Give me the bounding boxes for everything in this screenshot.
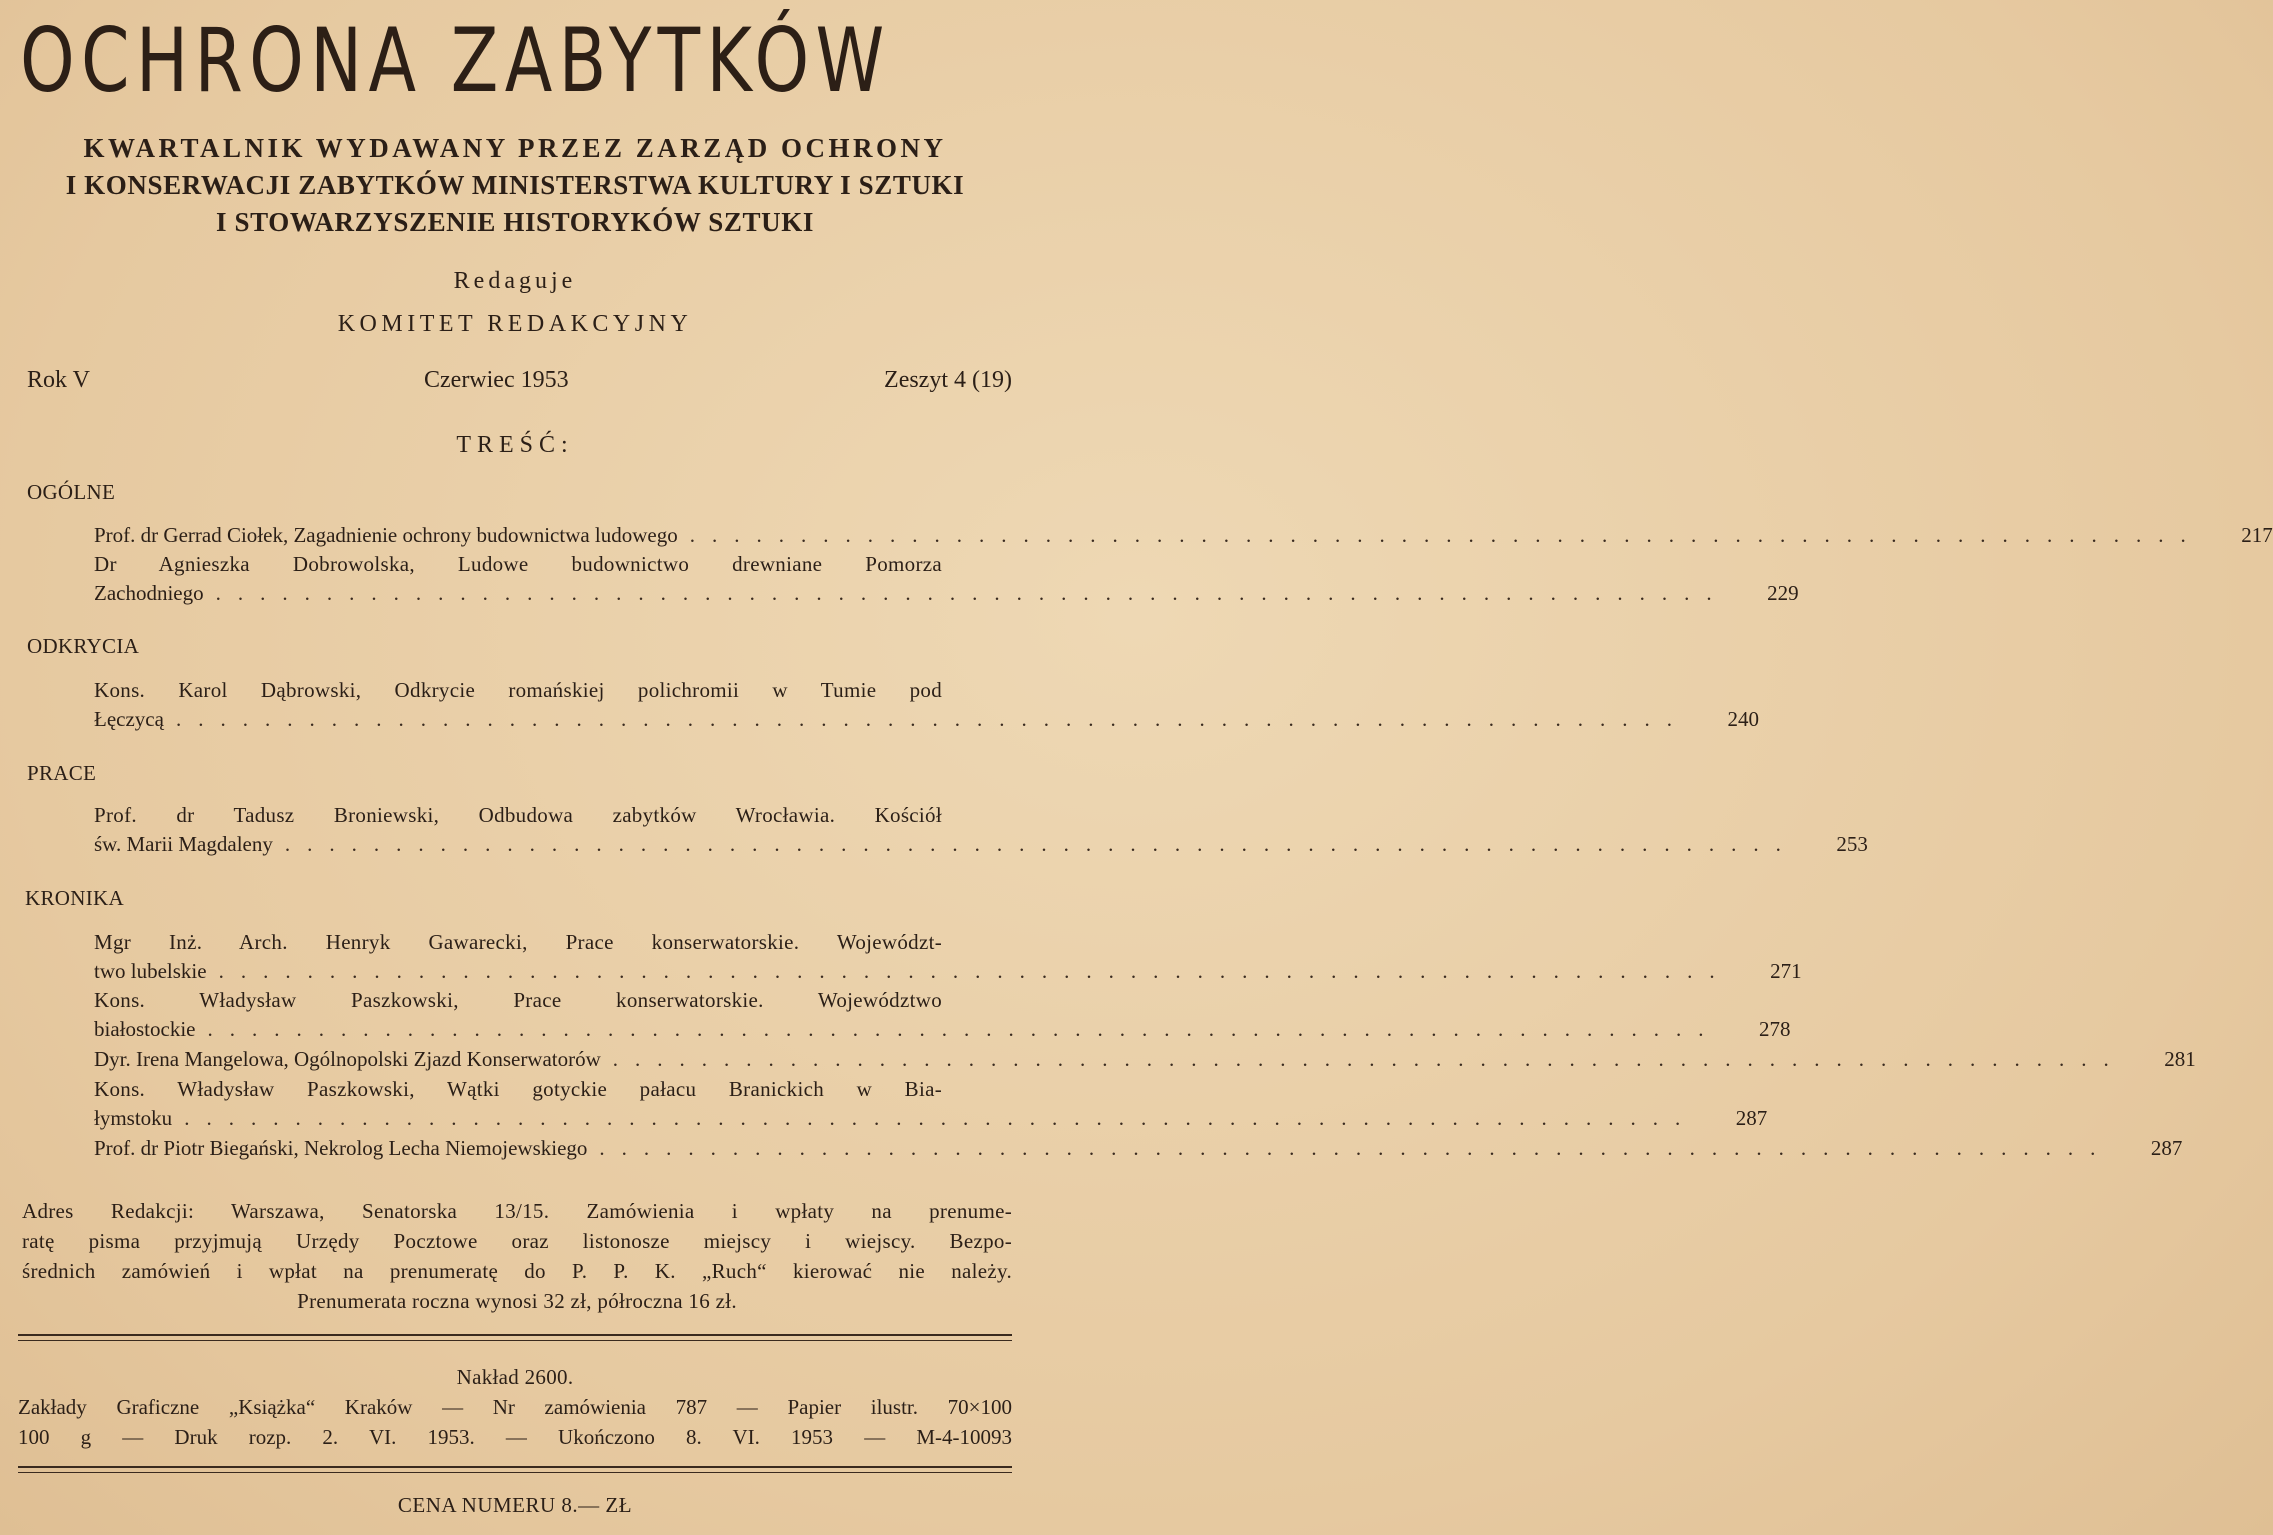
leader-dots: .................................................................... bbox=[215, 581, 1729, 605]
leader-dots: .................................................................... bbox=[612, 1047, 2126, 1071]
entry-text: Prof. dr Piotr Biegański, Nekrolog Lecha Niemojewskiego bbox=[94, 1136, 588, 1160]
divider-rule bbox=[18, 1334, 1012, 1336]
toc-entry[interactable] bbox=[94, 676, 1759, 734]
print-run: Nakład 2600. bbox=[456, 1365, 574, 1389]
issue-number: Zeszyt 4 (19) bbox=[884, 367, 1012, 393]
page-number: 287 bbox=[1735, 1106, 1768, 1130]
entry-text-continued: Łęczycą bbox=[94, 707, 164, 731]
divider-rule bbox=[18, 1472, 1012, 1473]
page-number: 217 bbox=[2241, 523, 2273, 547]
toc-entry[interactable] bbox=[94, 550, 1799, 608]
publisher-line-1: KWARTALNIK WYDAWANY PRZEZ ZARZĄD OCHRONY bbox=[83, 133, 947, 163]
issue-price: CENA NUMERU 8.— ZŁ bbox=[397, 1493, 633, 1517]
address-line: średnich zamówień i wpłat na prenumeratę do P. P. K. „Ruch“ kierować nie należy. bbox=[22, 1259, 1012, 1283]
address-line: ratę pisma przyjmują Urzędy Pocztowe oraz listonosze miejscy i wiejscy. Bezpo- bbox=[22, 1229, 1012, 1253]
page-number: 278 bbox=[1758, 1017, 1791, 1041]
leader-dots: .................................................................... bbox=[175, 707, 1689, 731]
leader-dots: .................................................................... bbox=[218, 959, 1732, 983]
toc-entry[interactable] bbox=[94, 1045, 2196, 1074]
editorial-address bbox=[22, 1196, 1012, 1316]
page-number: 281 bbox=[2164, 1047, 2196, 1071]
leader-dots: .................................................................... bbox=[599, 1136, 2113, 1160]
contents-heading: TREŚĆ: bbox=[456, 432, 574, 458]
issue-year: Rok V bbox=[27, 367, 90, 393]
divider-rule bbox=[18, 1466, 1012, 1468]
entry-text-continued: two lubelskie bbox=[94, 959, 207, 983]
subscription-price: Prenumerata roczna wynosi 32 zł, półroczna 16 zł. bbox=[297, 1289, 737, 1313]
section-heading: ODKRYCIA bbox=[27, 634, 140, 658]
entry-text: Kons. Karol Dąbrowski, Odkrycie romańskiej polichromii w Tumie pod bbox=[94, 678, 942, 702]
issue-date: Czerwiec 1953 bbox=[424, 367, 569, 393]
entry-text: Dyr. Irena Mangelowa, Ogólnopolski Zjazd Konserwatorów bbox=[94, 1047, 601, 1071]
section-heading: KRONIKA bbox=[25, 886, 124, 910]
toc-entry[interactable] bbox=[94, 928, 1802, 986]
section-heading: PRACE bbox=[27, 761, 97, 785]
address-line: Adres Redakcji: Warszawa, Senatorska 13/15. Zamówienia i wpłaty na prenume- bbox=[22, 1199, 1012, 1223]
section-heading: OGÓLNE bbox=[27, 480, 116, 504]
publisher-line-3: I STOWARZYSZENIE HISTORYKÓW SZTUKI bbox=[216, 207, 814, 237]
entry-text-continued: łymstoku bbox=[94, 1106, 173, 1130]
imprint-line: 100 g — Druk rozp. 2. VI. 1953. — Ukończono 8. VI. 1953 — M-4-10093 bbox=[18, 1425, 1012, 1449]
leader-dots: .................................................................... bbox=[284, 832, 1798, 856]
editorial-committee: KOMITET REDAKCYJNY bbox=[337, 311, 693, 337]
entry-text: Mgr Inż. Arch. Henryk Gawarecki, Prace konserwatorskie. Województ- bbox=[94, 930, 942, 954]
editor-label: Redaguje bbox=[453, 268, 577, 294]
entry-text: Kons. Władysław Paszkowski, Prace konserwatorskie. Województwo bbox=[94, 988, 942, 1012]
entry-text-continued: św. Marii Magdaleny bbox=[94, 832, 273, 856]
entry-text-continued: Zachodniego bbox=[94, 581, 204, 605]
page-number: 253 bbox=[1836, 832, 1868, 856]
leader-dots: .................................................................... bbox=[184, 1106, 1698, 1130]
entry-text: Prof. dr Gerrad Ciołek, Zagadnienie ochrony budownictwa ludowego bbox=[94, 523, 678, 547]
leader-dots: .................................................................... bbox=[207, 1017, 1721, 1041]
toc-entry[interactable] bbox=[94, 1075, 1768, 1133]
page-number: 287 bbox=[2150, 1136, 2183, 1160]
divider-rule bbox=[18, 1340, 1012, 1341]
toc-entry[interactable] bbox=[94, 801, 1868, 859]
entry-text: Kons. Władysław Paszkowski, Wątki gotyckie pałacu Branickich w Bia- bbox=[94, 1077, 942, 1101]
toc-entry[interactable] bbox=[94, 521, 2273, 550]
entry-text-continued: białostockie bbox=[94, 1017, 196, 1041]
page-number: 271 bbox=[1770, 959, 1802, 983]
entry-text: Dr Agnieszka Dobrowolska, Ludowe budownictwo drewniane Pomorza bbox=[94, 552, 942, 576]
toc-entry[interactable] bbox=[94, 986, 1791, 1044]
toc-entry[interactable] bbox=[94, 1134, 2183, 1163]
imprint-line: Zakłady Graficzne „Książka“ Kraków — Nr zamówienia 787 — Papier ilustr. 70×100 bbox=[18, 1395, 1012, 1419]
printing-imprint bbox=[18, 1362, 1012, 1452]
leader-dots: .................................................................... bbox=[689, 523, 2203, 547]
publisher-line-2: I KONSERWACJI ZABYTKÓW MINISTERSTWA KULTURY I SZTUKI bbox=[65, 170, 965, 200]
page-number: 229 bbox=[1767, 581, 1799, 605]
entry-text: Prof. dr Tadusz Broniewski, Odbudowa zabytków Wrocławia. Kościół bbox=[94, 803, 942, 827]
journal-title: OCHRONA ZABYTKÓW bbox=[20, 9, 891, 112]
page-number: 240 bbox=[1727, 707, 1759, 731]
